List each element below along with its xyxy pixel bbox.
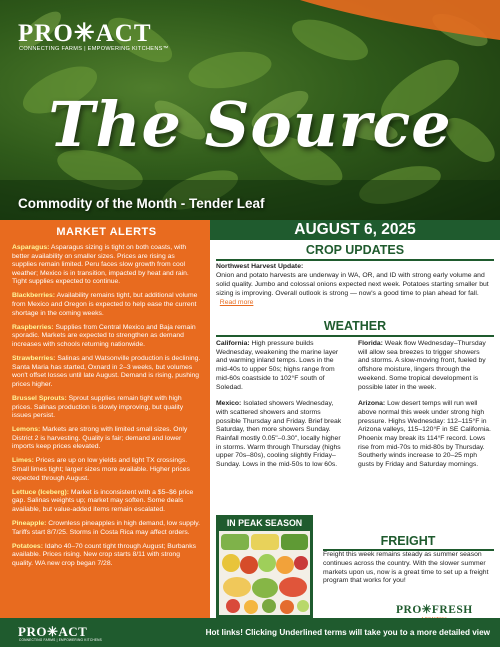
weather-column-2: [358, 340, 492, 478]
peak-season-box: [216, 515, 313, 618]
market-alert-item: [12, 457, 201, 483]
newsletter-title: The Source: [48, 88, 452, 161]
weather-region-text: High pressure builds Wednesday, weakening the marine layer and warming inland temps. Lows in the mid-40s to upper 50s; highs range from mid-60s coastside to 102°F south of Soledad.: [216, 340, 339, 391]
freight-heading: FREIGHT: [380, 534, 436, 548]
market-alert-text: Crownless pineapples in high demand, low supply. Tariffs start 8/7/25. Storms in Costa Rica may affect orders.: [12, 520, 201, 536]
weather-region-name: California:: [216, 340, 250, 347]
market-alert-commodity[interactable]: Potatoes:: [12, 542, 43, 550]
weather-region-paragraph: [358, 340, 492, 392]
crop-updates-heading: CROP UPDATES: [305, 243, 405, 257]
market-alert-commodity[interactable]: Raspberries:: [12, 323, 54, 331]
peak-season-heading: IN PEAK SEASON: [226, 518, 303, 528]
weather-region-text: Isolated showers Wednesday, with scattered showers and storms possible Thursday and Friday. Brief break Saturday, then more showers Sunday. Rainfall mostly 0.05"–0.30", locally higher in storms. Warm through Thursday (highs upper 70s–80s), cooling slightly Friday–Sunday. Lows in the mid-50s to low 60s.: [216, 400, 342, 469]
crop-update-paragraph: Onion and potato harvests are underway in WA, OR, and ID with strong early volume and solid quality. Jumbo and colossal onions expected next week. Potatoes starting smaller but sizing is improving. Overall outlook is strong — now's a good time to plan ahead for fall.: [216, 271, 489, 297]
profresh-logo-text: PRO✳FRESH: [396, 604, 473, 616]
market-alert-text: Salinas and Watsonville production is declining. Santa Maria has started, Oxnard in 2–3 weeks, but volumes won't offset losses until late August. Demand is rising, pushing prices higher.: [12, 355, 201, 388]
market-alert-commodity[interactable]: Strawberries:: [12, 355, 56, 363]
weather-column-1: [216, 340, 346, 478]
crop-updates-rule: [216, 259, 494, 261]
freight-body: Freight this week remains steady as summer season continues across the country. With the slower summer markets upon us, now is a great time to set up a freight program that works for you!: [323, 551, 489, 585]
market-alerts-list: [12, 244, 201, 569]
market-alert-text: Market is inconsistent with a $5–$6 price gap. Salinas weights up; market may soften. Some deals available, but value-added items remain escalated.: [12, 488, 194, 513]
market-alert-item: [12, 292, 201, 318]
footer-tagline: CONNECTING FARMS | EMPOWERING KITCHENS: [19, 638, 102, 642]
weather-rule: [216, 335, 494, 337]
footer-proact-logo: PRO✳ACT: [18, 624, 88, 639]
market-alert-commodity[interactable]: Lemons:: [12, 426, 41, 434]
weather-region-text: Weak flow Wednesday–Thursday will allow sea breezes to trigger showers and storms. A slow-moving front, fueled by offshore moisture, lingers through the weekend. Some tropical development is possible later in the week.: [358, 340, 486, 391]
crop-update-text: [216, 272, 492, 308]
market-alert-text: Sprout supplies remain tight with high prices. Salinas production is slowly improving, but quality issues persist.: [12, 394, 184, 420]
market-alerts-panel: [0, 220, 210, 618]
market-alert-item: [12, 489, 201, 515]
weather-region-paragraph: [216, 340, 346, 392]
market-alert-commodity[interactable]: Brussel Sprouts:: [12, 394, 67, 402]
weather-region-text: Low desert temps will run well above normal this week under strong high pressure. Highs Wednesday: 112–115°F in Arizona valleys, 115–120°F in SE California. Phoenix may break its 114°F record. Lows rise from mid-70s to mid-80s by Thursday. Southerly winds increase to 20–25 mph gusts by Friday and Saturday mornings.: [358, 400, 491, 469]
market-alert-item: [12, 426, 201, 452]
weather-region-name: Florida:: [358, 340, 383, 347]
brand-tagline: CONNECTING FARMS | EMPOWERING KITCHENS™: [19, 46, 169, 52]
market-alert-text: Availability remains tight, but additional volume from Mexico and Oregon is expected to help ease the current shortage in the coming weeks.: [12, 292, 198, 317]
hero-banner: [0, 0, 500, 220]
market-alert-item: [12, 324, 201, 350]
crop-update-subheading: Northwest Harvest Update:: [216, 263, 304, 270]
market-alert-text: Markets are strong with limited small sizes. Only District 2 is harvesting. Quality is fair; demand and lower imports keep prices elevated.: [12, 426, 188, 451]
market-alert-commodity[interactable]: Blackberries:: [12, 292, 56, 300]
weather-heading: WEATHER: [323, 319, 387, 333]
issue-date: AUGUST 6, 2025: [210, 220, 500, 240]
market-alert-text: Prices are up on low yields and light TX crossings. Small limes tight; larger sizes more available. Higher prices expected through August.: [12, 457, 190, 482]
weather-region-name: Mexico:: [216, 400, 242, 408]
weather-region-name: Arizona:: [358, 400, 386, 408]
market-alert-item: [12, 244, 201, 287]
market-alert-text: Asparagus sizing is tight on both coasts, with better availability on smaller sizes. Prices are rising as supplies remain limited. Peru faces slow growth from cool weather; Mexico is in transition, impacted by heat and rain. Tight supplies expected to continue.: [12, 244, 189, 286]
crop-updates-body: [216, 263, 492, 308]
market-alert-text: Idaho 40–70 count tight through August; Burbanks available. Prices rising. New crop starts 8/11 with strong quality. WA new crop began 7/28.: [12, 542, 197, 567]
market-alert-item: [12, 355, 201, 389]
market-alert-commodity[interactable]: Limes:: [12, 457, 34, 465]
market-alert-item: [12, 395, 201, 421]
market-alert-commodity[interactable]: Pineapple:: [12, 520, 47, 528]
market-alert-text: Supplies from Central Mexico and Baja remain sporadic. Markets are expected to strengthen as demand increases with schools returning nationwide.: [12, 323, 196, 348]
weather-region-paragraph: [358, 400, 492, 470]
commodity-of-month: Commodity of the Month - Tender Leaf: [18, 196, 265, 211]
market-alert-item: [12, 543, 201, 569]
market-alert-commodity[interactable]: Asparagus:: [12, 244, 50, 251]
footer-bar: [0, 618, 500, 647]
peak-season-produce-image: [219, 531, 310, 615]
market-alert-commodity[interactable]: Lettuce (Iceberg):: [12, 488, 70, 496]
read-more-link[interactable]: Read more: [219, 298, 254, 306]
market-alert-item: [12, 520, 201, 537]
proact-logo: PRO✳ACT: [18, 20, 152, 47]
market-alerts-heading: MARKET ALERTS: [56, 226, 157, 238]
weather-region-paragraph: [216, 400, 346, 470]
hot-links-note: Hot links! Clicking Underlined terms will take you to a more detailed view: [205, 628, 490, 637]
